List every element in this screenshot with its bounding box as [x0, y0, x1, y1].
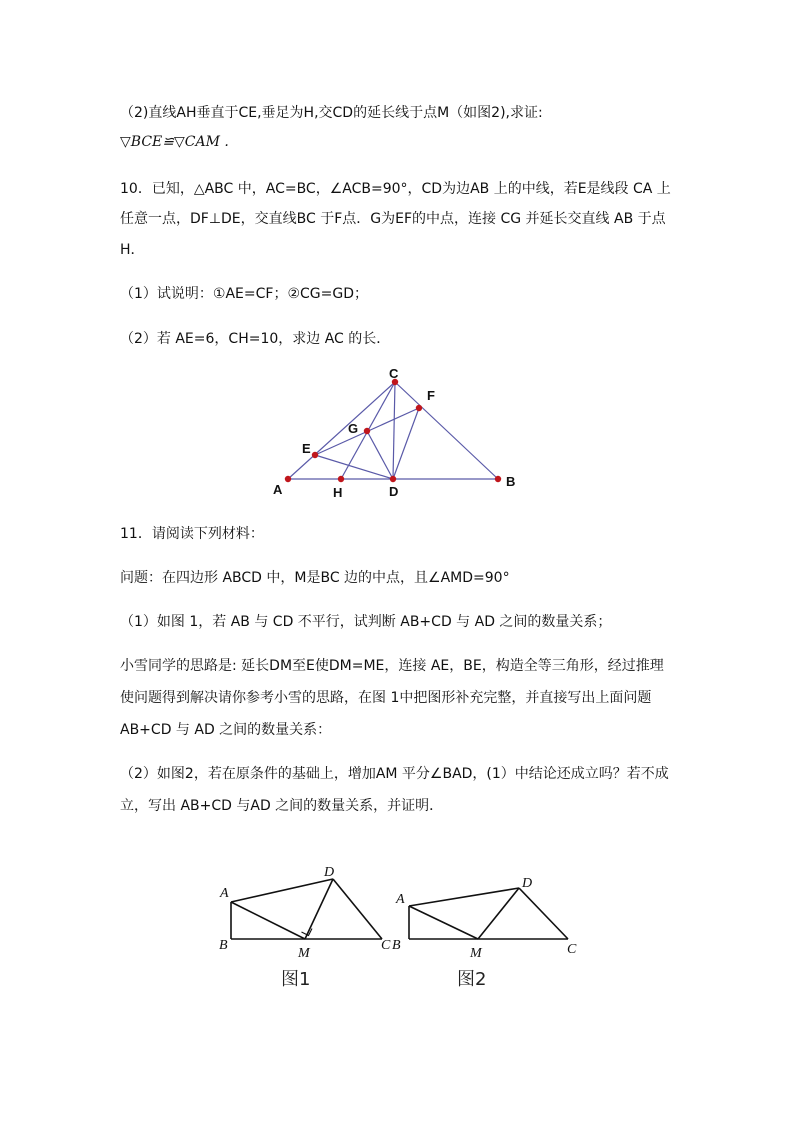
- q11-hint1: 小雪同学的思路是: 延长DM至E使DM=ME，连接 AE，BE，构造全等三角形，经过推理: [120, 658, 664, 674]
- fig1-label-b: B: [219, 938, 228, 953]
- label-b: B: [506, 474, 516, 489]
- fig2-segment-ad: [409, 888, 519, 906]
- fig2-label-b: B: [392, 938, 401, 953]
- fig1-segment-am: [231, 902, 305, 939]
- label-a: A: [273, 482, 283, 497]
- fig1-segment-ad: [231, 879, 333, 902]
- fig2-label-m: M: [470, 946, 482, 961]
- q10-part2: （2）若 AE=6，CH=10，求边 AC 的长．: [120, 331, 391, 347]
- fig1-segment-dc: [333, 879, 382, 939]
- q10-part1: （1）试说明：①AE=CF；②CG=GD；: [120, 286, 368, 302]
- label-d: D: [389, 484, 399, 499]
- q11-fig2-lines: [409, 888, 568, 939]
- q9-part2-line1: （2)直线AH垂直于CE,垂足为H,交CD的延长线于点M（如图2),求证:: [120, 105, 543, 121]
- q11-hint2: 使问题得到解决请你参考小雪的思路，在图 1中把图形补充完整，并直接写出上面问题: [120, 690, 652, 706]
- fig1-label-m: M: [298, 946, 310, 961]
- label-h: H: [333, 485, 343, 500]
- q11-part2-line2: 立，写出 AB+CD 与AD 之间的数量关系，并证明．: [120, 798, 444, 814]
- fig2-segment-md: [478, 888, 519, 939]
- q11-hint3: AB+CD 与 AD 之间的数量关系：: [120, 722, 332, 738]
- q10-line2: 任意一点，DF⊥DE，交直线BC 于F点．G为EF的中点，连接 CG 并延长交直线 AB 于点: [120, 211, 666, 227]
- label-g: G: [348, 421, 359, 436]
- fig1-caption: 图1: [281, 969, 311, 990]
- q11-part2-line1: （2）如图2，若在原条件的基础上，增加AM 平分∠BAD，(1）中结论还成立吗？若不成: [120, 766, 669, 782]
- fig2-segment-dc: [519, 888, 568, 939]
- fig2-label-c: C: [567, 942, 577, 957]
- q11-problem: 问题：在四边形 ABCD 中，M是BC 边的中点，且∠AMD=90°: [120, 570, 510, 586]
- fig1-right-angle-mark: [302, 929, 313, 936]
- fig2-caption: 图2: [457, 969, 487, 990]
- q10-line3: H．: [120, 242, 145, 258]
- q11-fig1-lines: [231, 879, 382, 939]
- q9-part2-line2: ▽BCE≌▽CAM .: [120, 134, 229, 150]
- fig1-segment-md: [305, 879, 333, 939]
- label-c: C: [389, 366, 399, 381]
- fig2-label-a: A: [396, 892, 405, 907]
- fig1-label-d: D: [324, 865, 335, 880]
- fig2-label-d: D: [522, 876, 533, 891]
- label-f: F: [427, 388, 435, 403]
- fig1-label-c: C: [381, 938, 391, 953]
- q11-part1: （1）如图 1，若 AB 与 CD 不平行，试判断 AB+CD 与 AD 之间的数量关系；: [120, 614, 612, 630]
- q11-line1: 11．请阅读下列材料：: [120, 526, 264, 542]
- fig1-label-a: A: [220, 886, 229, 901]
- q10-line1: 10．已知，△ABC 中，AC=BC，∠ACB=90°，CD为边AB 上的中线，若E是线段 CA 上: [120, 181, 671, 197]
- label-e: E: [302, 441, 311, 456]
- fig2-segment-am: [409, 906, 478, 939]
